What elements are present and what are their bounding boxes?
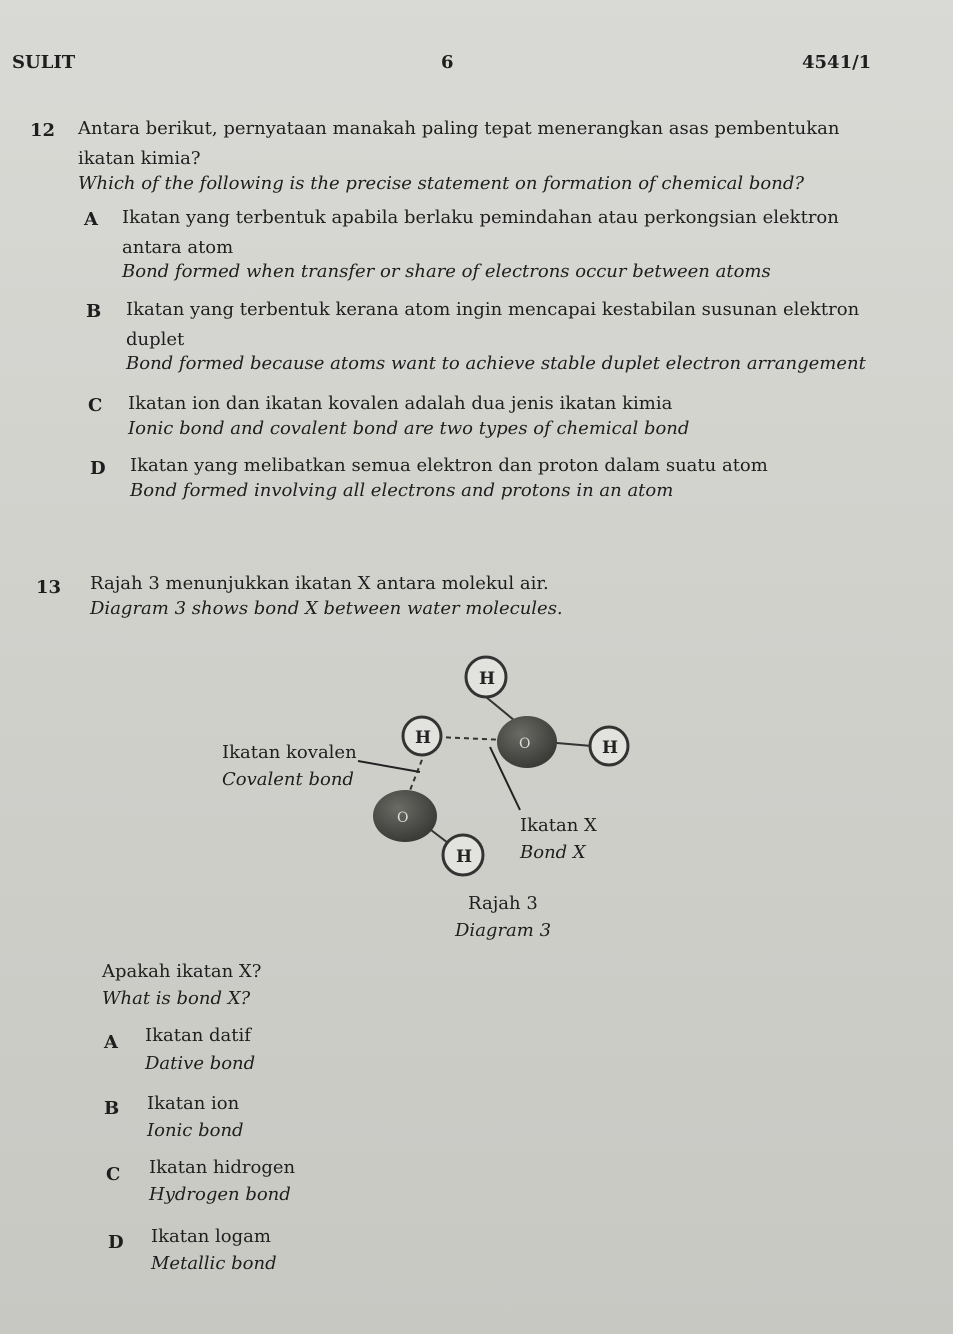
q12-option-a-ms-1[interactable]: Ikatan yang terbentuk apabila berlaku pemindahan atau perkongsian elektron [122, 207, 839, 228]
q12-option-a-ms-2[interactable]: antara atom [122, 237, 234, 258]
q13-option-d-en[interactable]: Metallic bond [151, 1253, 277, 1274]
q12-number: 12 [30, 120, 56, 141]
q12-stem-en: Which of the following is the precise statement on formation of chemical bond? [78, 173, 805, 194]
header-paper-code: 4541/1 [802, 52, 872, 73]
diagram-label-bond-x-en: Bond X [520, 842, 586, 863]
hydrogen-atom-label: H [602, 738, 619, 758]
diagram-label-covalent-en: Covalent bond [222, 769, 354, 790]
q12-option-c-en[interactable]: Ionic bond and covalent bond are two types of chemical bond [128, 418, 690, 439]
q13-option-c-letter[interactable]: C [106, 1164, 121, 1185]
q13-option-a-ms[interactable]: Ikatan datif [145, 1025, 251, 1046]
q12-option-d-en[interactable]: Bond formed involving all electrons and protons in an atom [130, 480, 674, 501]
q12-stem-ms-2: ikatan kimia? [78, 148, 201, 169]
hydrogen-atom-label: H [456, 847, 473, 867]
q13-option-b-letter[interactable]: B [104, 1098, 120, 1119]
diagram-label-bond-x-ms: Ikatan X [520, 815, 597, 836]
q12-option-a-en[interactable]: Bond formed when transfer or share of electrons occur between atoms [122, 261, 771, 282]
hydrogen-atom-label: H [479, 669, 496, 689]
oxygen-atom-label: O [519, 736, 531, 752]
q13-stem-ms: Rajah 3 menunjukkan ikatan X antara molekul air. [90, 573, 549, 594]
q12-option-d-ms[interactable]: Ikatan yang melibatkan semua elektron dan proton dalam suatu atom [130, 455, 768, 476]
q12-option-c-ms[interactable]: Ikatan ion dan ikatan kovalen adalah dua jenis ikatan kimia [128, 393, 673, 414]
diagram-caption-ms: Rajah 3 [468, 893, 538, 914]
header-sulit: SULIT [12, 52, 76, 73]
covalent-bond-pointer [358, 761, 420, 772]
q13-option-d-letter[interactable]: D [108, 1232, 124, 1253]
diagram-caption-en: Diagram 3 [455, 920, 552, 941]
diagram-label-covalent-ms: Ikatan kovalen [222, 742, 357, 763]
q13-question-ms: Apakah ikatan X? [102, 961, 262, 982]
q13-option-a-letter[interactable]: A [104, 1032, 118, 1053]
q13-option-c-en[interactable]: Hydrogen bond [149, 1184, 291, 1205]
q12-option-b-ms-2[interactable]: duplet [126, 329, 185, 350]
q12-option-c-letter[interactable]: C [88, 395, 103, 416]
q13-question-en: What is bond X? [102, 988, 251, 1009]
q12-stem-ms-1: Antara berikut, pernyataan manakah paling tepat menerangkan asas pembentukan [78, 118, 840, 139]
q13-option-c-ms[interactable]: Ikatan hidrogen [149, 1157, 296, 1178]
hydrogen-atom-label: H [415, 728, 432, 748]
q12-option-b-letter[interactable]: B [86, 301, 102, 322]
hydrogen-bond-dashed-line [437, 737, 506, 740]
q13-option-d-ms[interactable]: Ikatan logam [151, 1226, 271, 1247]
q12-option-b-en[interactable]: Bond formed because atoms want to achieve stable duplet electron arrangement [126, 353, 866, 374]
q13-option-a-en[interactable]: Dative bond [145, 1053, 256, 1074]
q12-option-d-letter[interactable]: D [90, 458, 106, 479]
q12-option-a-letter[interactable]: A [84, 209, 98, 230]
header-page-number: 6 [441, 52, 454, 73]
q13-stem-en: Diagram 3 shows bond X between water molecules. [90, 598, 563, 619]
q12-option-b-ms-1[interactable]: Ikatan yang terbentuk kerana atom ingin mencapai kestabilan susunan elektron [126, 299, 860, 320]
q13-number: 13 [36, 577, 62, 598]
oxygen-atom-label: O [397, 810, 409, 826]
q13-option-b-en[interactable]: Ionic bond [147, 1120, 244, 1141]
q13-option-b-ms[interactable]: Ikatan ion [147, 1093, 240, 1114]
